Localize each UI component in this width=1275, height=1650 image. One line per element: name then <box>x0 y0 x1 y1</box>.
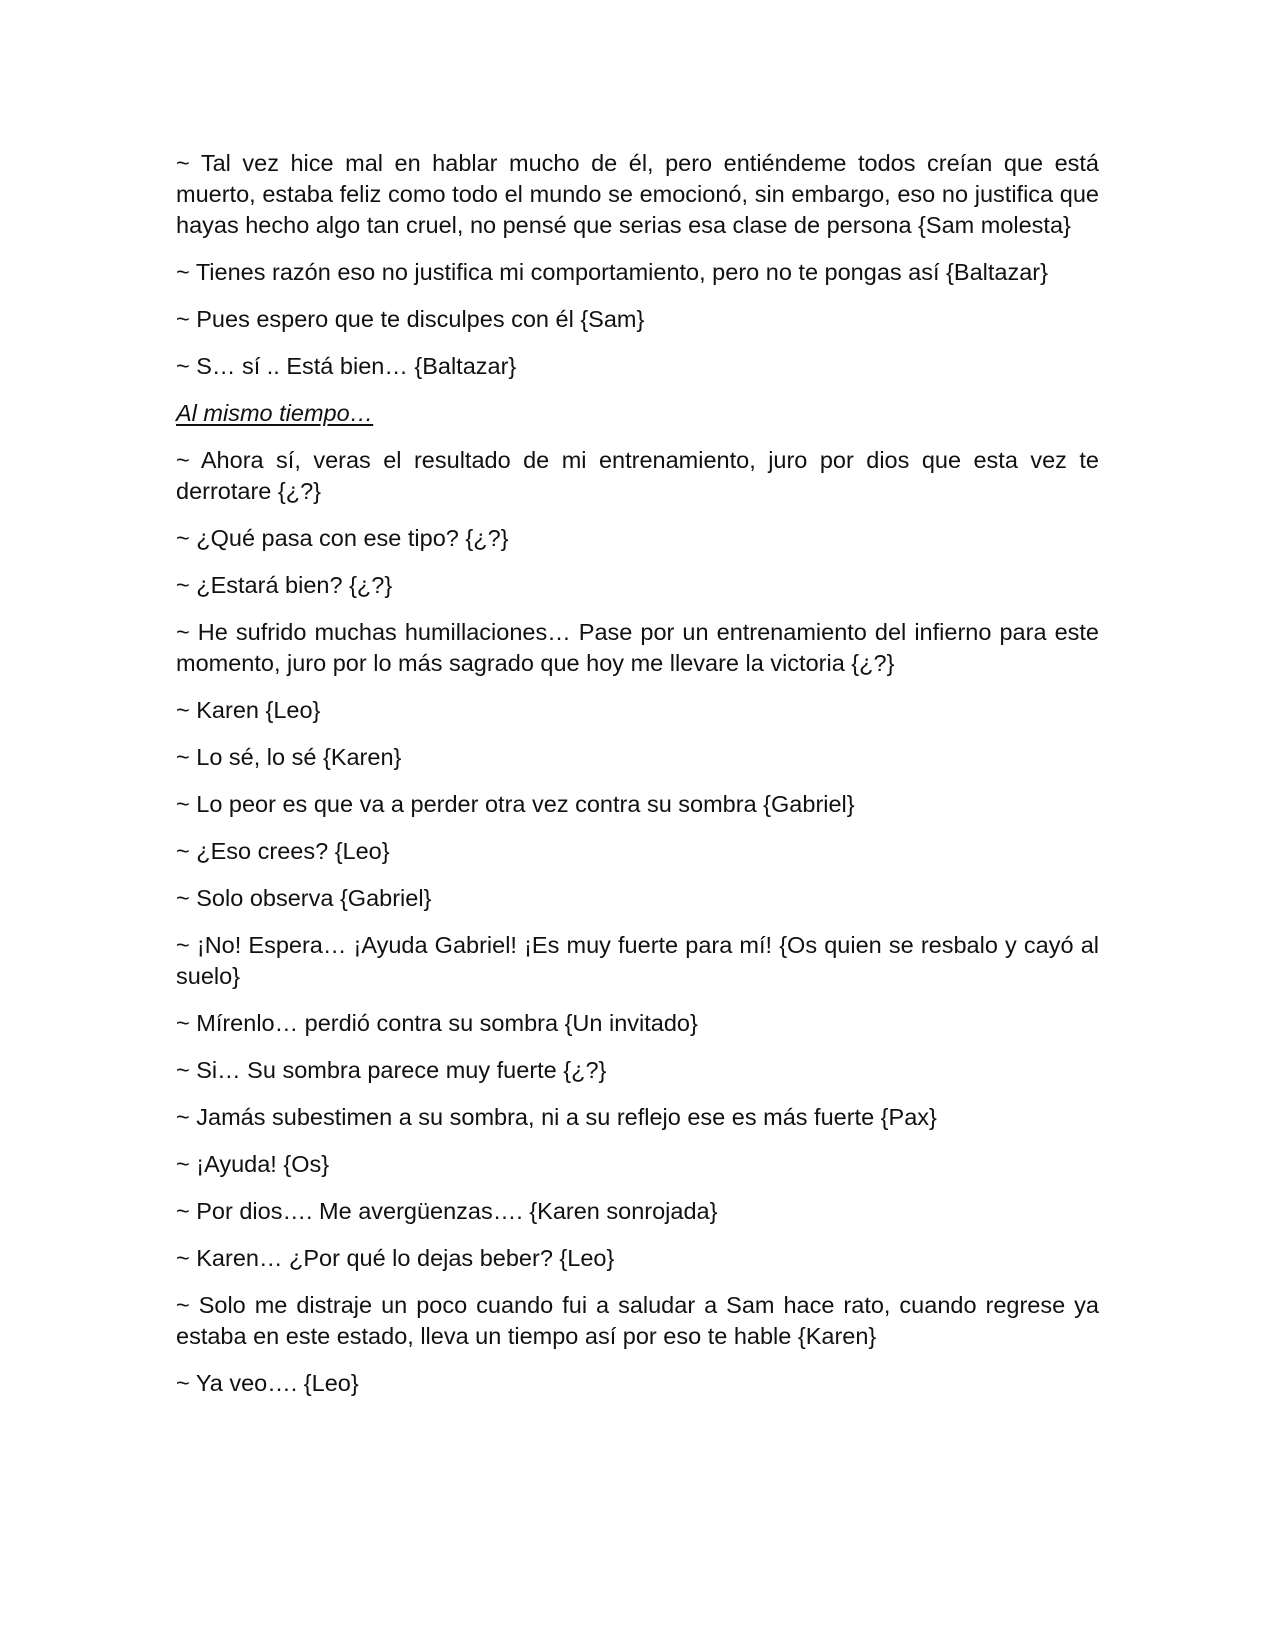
dialogue-line: ~ ¡Ayuda! {Os} <box>176 1151 330 1177</box>
dialogue-line: ~ Karen… ¿Por qué lo dejas beber? {Leo} <box>176 1245 615 1271</box>
dialogue-line: ~ ¿Qué pasa con ese tipo? {¿?} <box>176 525 509 551</box>
dialogue-line: ~ He sufrido muchas humillaciones… Pase por un entrenamiento del infierno para este momento, juro por lo más sagrado que hoy me llevare la victoria {¿?} <box>176 619 1099 676</box>
dialogue-line: ~ Lo peor es que va a perder otra vez contra su sombra {Gabriel} <box>176 791 855 817</box>
dialogue-line: ~ Pues espero que te disculpes con él {Sam} <box>176 306 645 332</box>
dialogue-line: ~ S… sí .. Está bien… {Baltazar} <box>176 353 517 379</box>
dialogue-line: ~ Karen {Leo} <box>176 697 321 723</box>
dialogue-line: ~ Jamás subestimen a su sombra, ni a su reflejo ese es más fuerte {Pax} <box>176 1104 937 1130</box>
dialogue-line: ~ Solo observa {Gabriel} <box>176 885 432 911</box>
dialogue-line: ~ Tienes razón eso no justifica mi comportamiento, pero no te pongas así {Baltazar} <box>176 259 1048 285</box>
dialogue-line: ~ Lo sé, lo sé {Karen} <box>176 744 402 770</box>
dialogue-line: ~ Si… Su sombra parece muy fuerte {¿?} <box>176 1057 607 1083</box>
scene-heading: Al mismo tiempo… <box>176 400 374 426</box>
dialogue-line: ~ ¿Estará bien? {¿?} <box>176 572 393 598</box>
dialogue-line: ~ Tal vez hice mal en hablar mucho de él, pero entiéndeme todos creían que está muerto, estaba feliz como todo el mundo se emocionó, sin embargo, eso no justifica que hayas hecho algo tan cruel, no pensé que serias esa clase de persona {Sam molesta} <box>176 150 1099 238</box>
document-page <box>176 148 1099 1415</box>
dialogue-line: ~ ¿Eso crees? {Leo} <box>176 838 390 864</box>
dialogue-line: ~ ¡No! Espera… ¡Ayuda Gabriel! ¡Es muy fuerte para mí! {Os quien se resbalo y cayó al suelo} <box>176 932 1099 989</box>
dialogue-line: ~ Por dios…. Me avergüenzas…. {Karen sonrojada} <box>176 1198 718 1224</box>
dialogue-line: ~ Solo me distraje un poco cuando fui a saludar a Sam hace rato, cuando regrese ya estaba en este estado, lleva un tiempo así por eso te hable {Karen} <box>176 1292 1099 1349</box>
dialogue-line: ~ Mírenlo… perdió contra su sombra {Un invitado} <box>176 1010 698 1036</box>
dialogue-line: ~ Ya veo…. {Leo} <box>176 1370 359 1396</box>
dialogue-line: ~ Ahora sí, veras el resultado de mi entrenamiento, juro por dios que esta vez te derrotare {¿?} <box>176 447 1099 504</box>
